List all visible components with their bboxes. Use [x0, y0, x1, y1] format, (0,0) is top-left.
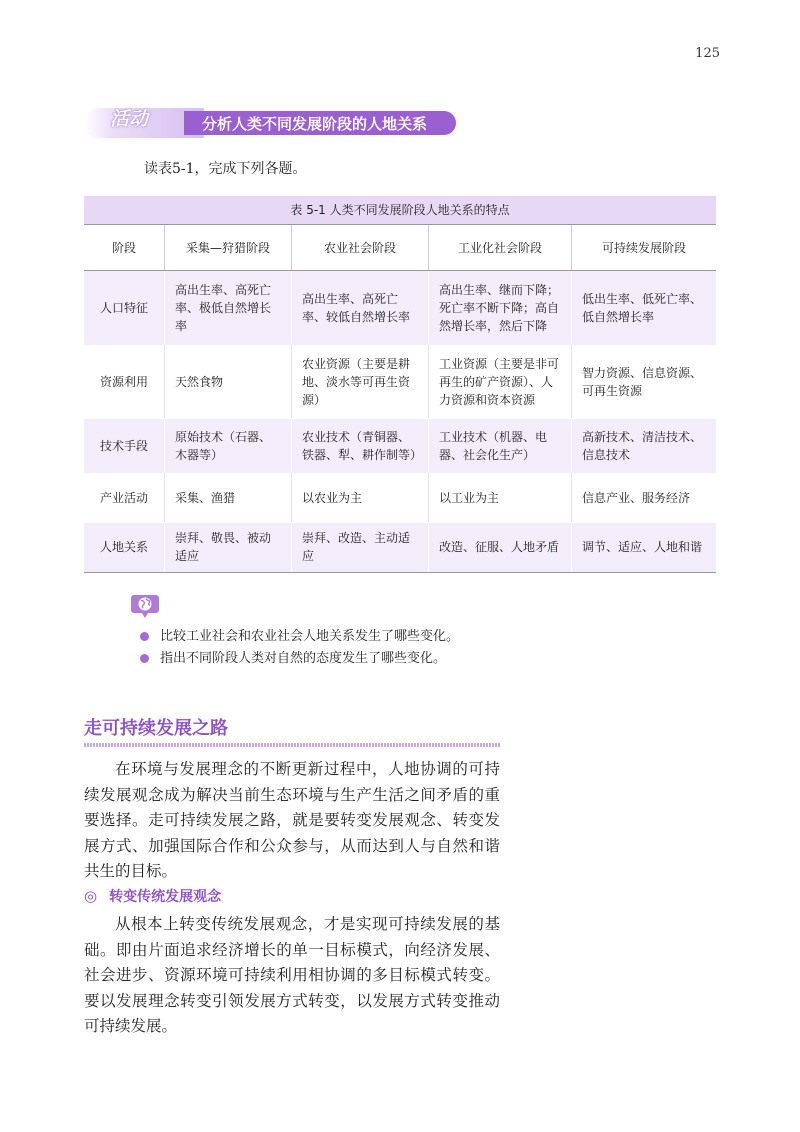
table-cell: 高出生率、高死亡率、较低自然增长率: [292, 271, 429, 345]
table-row: [84, 473, 716, 523]
table-cell: 资源利用: [99, 374, 148, 389]
instruction-text: 读表5-1，完成下列各题。: [144, 161, 307, 177]
activity-title: 分析人类不同发展阶段的人地关系: [202, 115, 428, 133]
subheading: [84, 886, 221, 906]
paragraph: 在环境与发展理念的不断更新过程中，人地协调的可持续发展观念成为解决当前生态环境与生产生活之间矛盾的重要选择。走可持续发展之路，就是要转变发展观念、转变发展方式、加强国际合作和公众参与，从而达到人与自然和谐共生的目标。: [84, 760, 500, 880]
table-cell: 人口特征: [99, 300, 148, 315]
bullet-dot-icon: [140, 632, 149, 641]
circle-mark-icon: ◎: [84, 887, 98, 905]
question-list: [140, 626, 459, 670]
table-cell: 天然食物: [165, 345, 292, 419]
table-caption: 表 5-1 人类不同发展阶段人地关系的特点: [84, 196, 716, 224]
section-divider: [84, 743, 500, 747]
activity-header: [84, 108, 456, 138]
table-cell: 采集、渔猎: [165, 473, 292, 523]
bullet-dot-icon: [140, 654, 149, 663]
table-cell: 工业技术（机器、电器、社会化生产）: [429, 419, 572, 473]
table-row: [84, 345, 716, 419]
table-header-cell: 采集—狩猎阶段: [165, 225, 292, 271]
table-row: [84, 271, 716, 345]
table-cell: 低出生率、低死亡率、低自然增长率: [572, 271, 717, 345]
question-text: 比较工业社会和农业社会人地关系发生了哪些变化。: [160, 629, 460, 644]
table-header-cell: 农业社会阶段: [292, 225, 429, 271]
globe-thinking-icon: [130, 592, 160, 620]
table-cell: 农业技术（青铜器、铁器、犁、耕作制等）: [292, 419, 429, 473]
table-cell: 技术手段: [99, 438, 148, 453]
table-cell: 改造、征服、人地矛盾: [429, 523, 572, 573]
table-header-cell: 工业化社会阶段: [429, 225, 572, 271]
table-row: [84, 419, 716, 473]
question-text: 指出不同阶段人类对自然的态度发生了哪些变化。: [160, 651, 447, 666]
section-title: 走可持续发展之路: [84, 718, 228, 739]
table-cell: 以工业为主: [429, 473, 572, 523]
table-cell: 崇拜、敬畏、被动适应: [165, 523, 292, 573]
table-cell: 调节、适应、人地和谐: [572, 523, 717, 573]
table-cell: 信息产业、服务经济: [572, 473, 717, 523]
table-cell: 工业资源（主要是非可再生的矿产资源）、人力资源和资本资源: [429, 345, 572, 419]
page-number: 125: [695, 46, 720, 61]
subheading-text: 转变传统发展观念: [109, 889, 222, 905]
table-cell: 原始技术（石器、木器等）: [165, 419, 292, 473]
table-cell: 高出生率、继而下降；死亡率不断下降；高自然增长率，然后下降: [429, 271, 572, 345]
activity-tag: 活动: [110, 108, 149, 130]
activity-title-bar: [184, 111, 456, 135]
table-cell: 农业资源（主要是耕地、淡水等可再生资源）: [292, 345, 429, 419]
table-cell: 人地关系: [84, 523, 165, 573]
list-item: [140, 648, 459, 670]
table-cell: 高新技术、清洁技术、信息技术: [572, 419, 717, 473]
table-header-cell: 阶段: [84, 225, 165, 271]
table-row: [84, 523, 716, 573]
table-cell: 高出生率、高死亡率、极低自然增长率: [165, 271, 292, 345]
stages-table: [84, 224, 716, 573]
table-cell: 崇拜、改造、主动适应: [292, 523, 429, 573]
table-cell: 以农业为主: [292, 473, 429, 523]
list-item: [140, 626, 459, 648]
table-cell: 智力资源、信息资源、可再生资源: [572, 345, 717, 419]
paragraph: 从根本上转变传统发展观念，才是实现可持续发展的基础。即由片面追求经济增长的单一目标模式，向经济发展、社会进步、资源环境可持续利用相协调的多目标模式转变。要以发展理念转变引领发展方式转变，以发展方式转变推动可持续发展。: [84, 915, 500, 1035]
table-header-row: [84, 225, 716, 271]
table-header-cell: 可持续发展阶段: [572, 225, 717, 271]
table-cell: 产业活动: [99, 490, 148, 505]
